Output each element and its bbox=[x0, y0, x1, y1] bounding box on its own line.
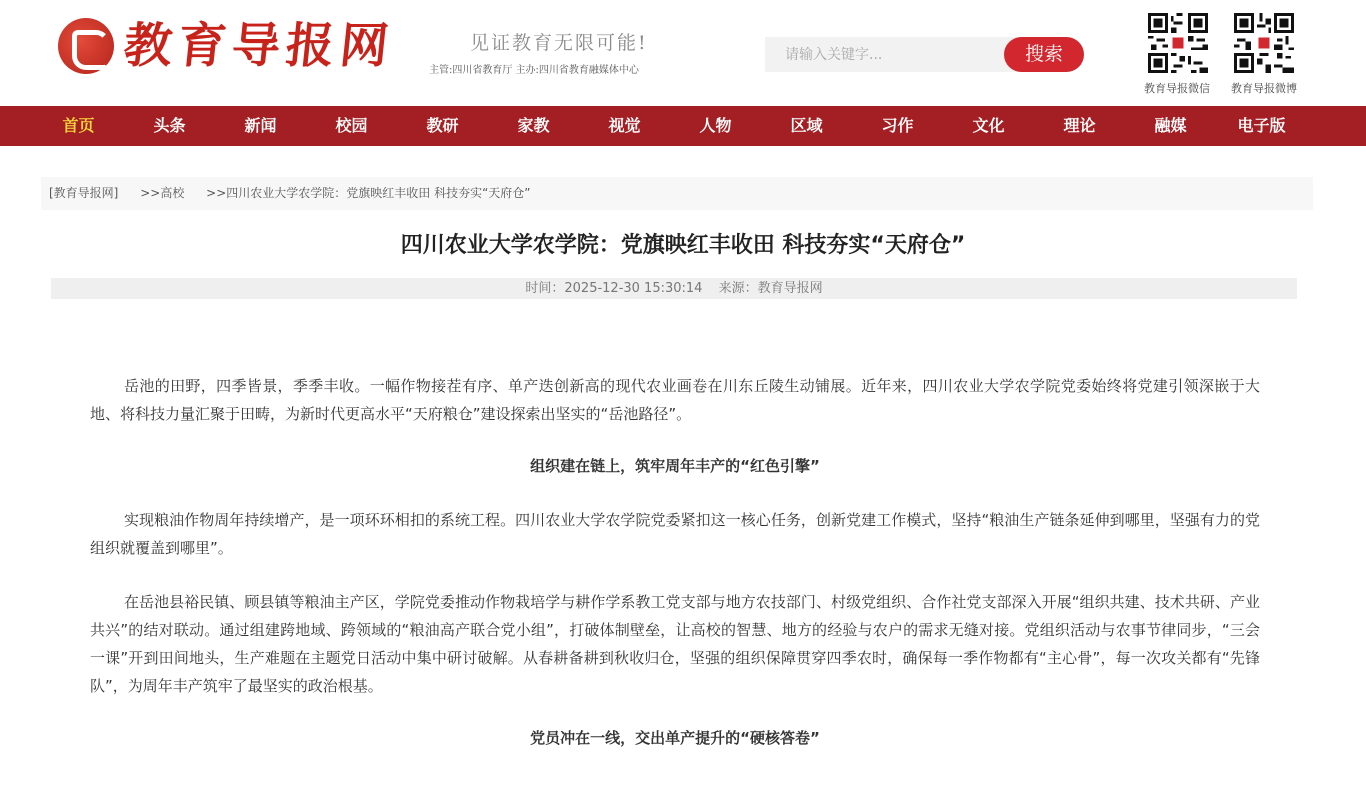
nav-item-region[interactable]: 区域 bbox=[790, 116, 823, 135]
article-paragraph: 岳池的田野，四季皆景，季季丰收。一幅作物接茬有序、单产迭创新高的现代农业画卷在川东丘陵生动铺展。近年来，四川农业大学农学院党委始终将党建引领深嵌于大地、将科技力量汇聚于田畴，为新时代更高水平“天府粮仓”建设探索出坚实的“岳池路径”。 bbox=[90, 377, 1260, 423]
nav-item-theory[interactable]: 理论 bbox=[1063, 116, 1096, 135]
search-button[interactable]: 搜索 bbox=[1004, 37, 1084, 72]
article-body bbox=[90, 372, 1260, 778]
nav-item-headlines[interactable]: 头条 bbox=[153, 116, 186, 135]
nav-item-campus[interactable]: 校园 bbox=[335, 116, 368, 135]
publish-time: 时间：2025-12-30 15:30:14 bbox=[525, 281, 703, 296]
nav-item-media[interactable]: 融媒 bbox=[1154, 116, 1187, 135]
weibo-qr-icon bbox=[1234, 13, 1294, 73]
nav-item-culture[interactable]: 文化 bbox=[972, 116, 1005, 135]
article-title: 四川农业大学农学院：党旗映红丰收田 科技夯实“天府仓” bbox=[400, 233, 966, 258]
main-nav bbox=[0, 106, 1366, 146]
search-input[interactable] bbox=[765, 37, 1005, 72]
wechat-qr-label: 教育导报微信 bbox=[1144, 82, 1210, 95]
breadcrumb-site-link[interactable]: [教育导报网] bbox=[49, 186, 119, 200]
article-meta bbox=[51, 278, 1297, 299]
article-paragraph: 在岳池县裕民镇、顾县镇等粮油主产区，学院党委推动作物栽培学与耕作学系教工党支部与地方农技部门、村级党组织、合作社党支部深入开展“组织共建、技术共研、产业共兴”的结对联动。通过组建跨地域、跨领域的“粮油高产联合党小组”，打破体制壁垒，让高校的智慧、地方的经验与农户的需求无缝对接。党组织活动与农事节律同步，“三会一课”开到田间地头，生产难题在主题党日活动中集中研讨破解。从春耕备耕到秋收归仓，坚强的组织保障贯穿四季农时，确保每一季作物都有“主心骨”，每一次攻关都有“先锋队”，为周年丰产筑牢了最坚实的政治根基。 bbox=[90, 593, 1260, 695]
nav-item-news[interactable]: 新闻 bbox=[244, 116, 277, 135]
nav-item-research[interactable]: 教研 bbox=[426, 116, 459, 135]
search-box bbox=[765, 37, 1025, 72]
nav-item-people[interactable]: 人物 bbox=[699, 116, 732, 135]
weibo-qr-label: 教育导报微博 bbox=[1231, 82, 1297, 95]
wechat-qr-icon bbox=[1148, 13, 1208, 73]
article-paragraph: 实现粮油作物周年持续增产，是一项环环相扣的系统工程。四川农业大学农学院党委紧扣这一核心任务，创新党建工作模式，坚持“粮油生产链条延伸到哪里，坚强有力的党组织就覆盖到哪里”。 bbox=[90, 511, 1260, 557]
nav-item-writing[interactable]: 习作 bbox=[881, 116, 914, 135]
nav-item-visual[interactable]: 视觉 bbox=[608, 116, 641, 135]
nav-item-family-education[interactable]: 家教 bbox=[517, 116, 550, 135]
logo-emblem-icon bbox=[58, 18, 114, 74]
article-subheading: 党员冲在一线，交出单产提升的“硬核答卷” bbox=[530, 729, 820, 747]
slogan: 见证教育无限可能! bbox=[470, 32, 648, 54]
site-header bbox=[0, 0, 1366, 106]
breadcrumb-current-article[interactable]: >>四川农业大学农学院：党旗映红丰收田 科技夯实“天府仓” bbox=[206, 186, 531, 200]
breadcrumb-category-link[interactable]: >>高校 bbox=[140, 186, 185, 200]
nav-item-e-paper[interactable]: 电子版 bbox=[1237, 116, 1286, 135]
breadcrumb bbox=[41, 177, 1313, 210]
nav-item-home[interactable]: 首页 bbox=[62, 116, 95, 135]
article-source: 来源：教育导报网 bbox=[718, 281, 823, 296]
logo-text: 教育导报网 bbox=[121, 18, 397, 74]
sponsor-info: 主管:四川省教育厅 主办:四川省教育融媒体中心 bbox=[429, 65, 639, 76]
site-logo[interactable] bbox=[58, 18, 397, 74]
article-subheading: 组织建在链上，筑牢周年丰产的“红色引擎” bbox=[530, 457, 820, 475]
